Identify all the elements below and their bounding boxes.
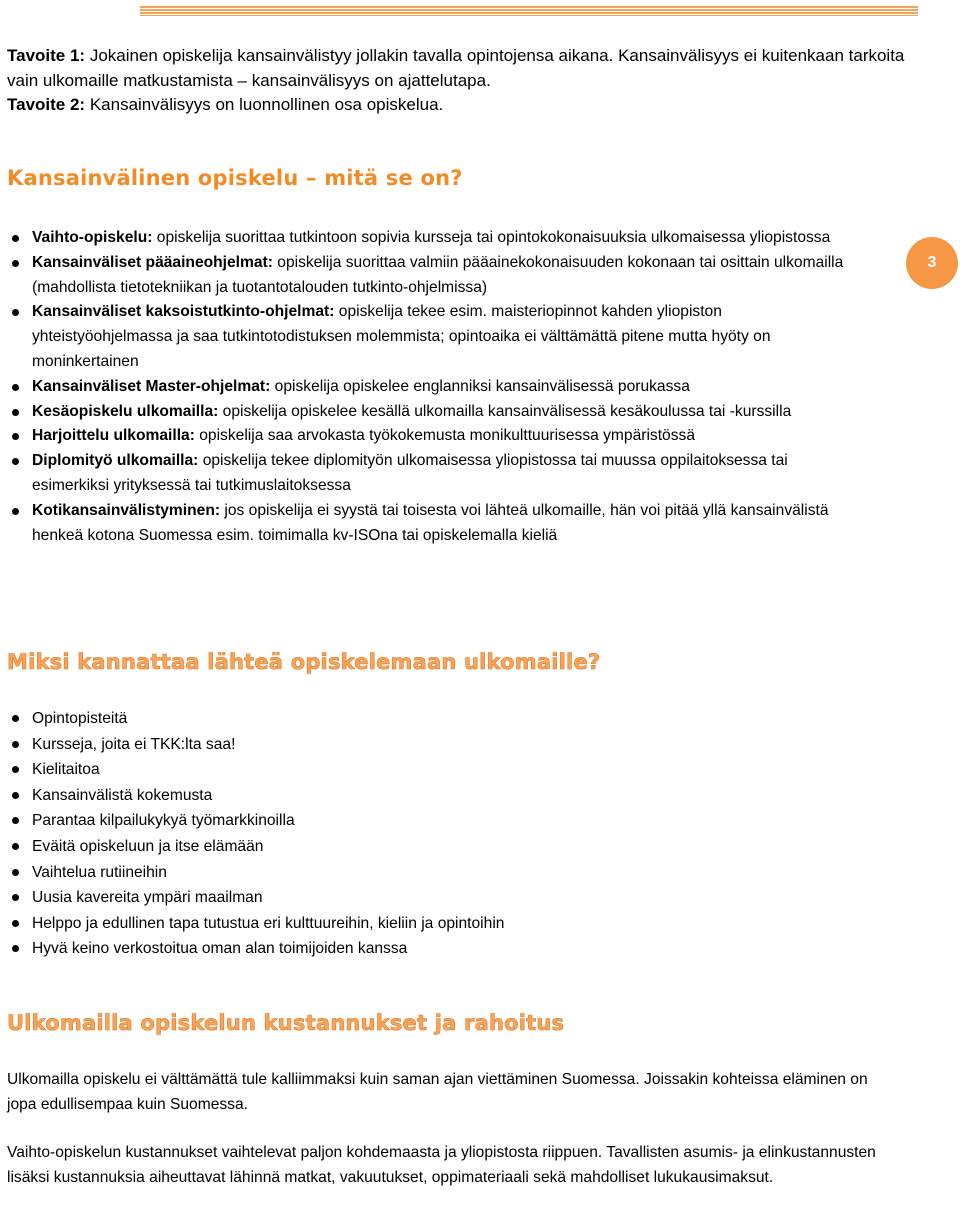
costs-paragraph-1: Ulkomailla opiskelu ei välttämättä tule kalliimmaksi kuin saman ajan viettäminen Suomessa. Joissakin kohteissa eläminen on jopa edullisempaa kuin Suomessa. xyxy=(7,1071,868,1113)
item-text: Parantaa kilpailukykyä työmarkkinoilla xyxy=(32,812,295,830)
bullet-icon xyxy=(12,508,19,515)
list-item xyxy=(10,860,860,886)
item-text: Kielitaitoa xyxy=(32,761,100,779)
bullet-icon xyxy=(12,309,19,316)
goal-2-label: Tavoite 2: xyxy=(7,95,86,114)
item-text: Eväitä opiskeluun ja itse elämään xyxy=(32,837,264,855)
bullet-icon xyxy=(12,894,19,901)
item-label: Kotikansainvälistyminen: xyxy=(32,501,221,519)
list-item xyxy=(10,300,860,374)
list-item xyxy=(10,808,860,834)
goal-2-text: Kansainvälisyys on luonnollinen osa opiskelua. xyxy=(85,95,444,114)
item-text: opiskelija tekee diplomityön ulkomaisessa yliopistossa tai muussa oppilaitoksessa tai esimerkiksi yrityksessä tai tutkimuslaitoksessa xyxy=(32,452,788,494)
bullet-icon xyxy=(12,920,19,927)
item-text: Uusia kavereita ympäri maailman xyxy=(32,889,263,907)
bullet-icon xyxy=(12,945,19,952)
list-item xyxy=(10,499,860,549)
item-text: Opintopisteitä xyxy=(32,710,128,727)
bullet-icon xyxy=(12,260,19,267)
bullet-icon xyxy=(12,843,19,850)
item-text: opiskelija opiskelee englanniksi kansainvälisessä porukassa xyxy=(270,377,690,395)
bullet-icon xyxy=(12,433,19,440)
goal-2 xyxy=(7,93,907,118)
bullet-icon xyxy=(12,235,19,242)
item-text: jos opiskelija ei syystä tai toisesta voi lähteä ulkomaille, hän voi pitää yllä kansainvälistä henkeä kotona Suomessa esim. toimimalla kv-ISOna tai opiskelemalla kieliä xyxy=(32,501,829,544)
item-label: Vaihto-opiskelu: xyxy=(32,229,153,246)
bullet-icon xyxy=(12,384,19,391)
item-label: Harjoittelu ulkomailla: xyxy=(32,427,195,445)
list-item xyxy=(10,400,860,425)
item-text: opiskelija opiskelee kesällä ulkomailla kansainvälisessä kesäkoulussa tai -kurssilla xyxy=(218,402,792,420)
bullet-icon xyxy=(12,817,19,824)
item-label: Kansainväliset pääaineohjelmat: xyxy=(32,253,273,271)
list-item xyxy=(10,757,860,783)
item-text: opiskelija suorittaa valmiin pääainekokonaisuuden kokonaan tai osittain ulkomailla (mahdollista tietotekniikan ja tuotantotalouden tutkinto-ohjelmissa) xyxy=(32,253,844,296)
list-item xyxy=(10,706,860,732)
item-text: Vaihtelua rutiineihin xyxy=(32,863,167,881)
item-text: opiskelija saa arvokasta työkokemusta monikulttuurisessa ympäristössä xyxy=(194,427,695,445)
item-label: Kansainväliset Master-ohjelmat: xyxy=(32,377,271,395)
bullet-icon xyxy=(12,741,19,748)
bullet-icon xyxy=(12,766,19,773)
list-item xyxy=(10,449,860,499)
list-item xyxy=(10,375,860,400)
item-text: Hyvä keino verkostoitua oman alan toimijoiden kanssa xyxy=(32,940,408,958)
list-item xyxy=(10,885,860,911)
goal-1-label: Tavoite 1: xyxy=(7,46,86,65)
section-heading-costs-funding: Ulkomailla opiskelun kustannukset ja rahoitus xyxy=(7,1011,565,1035)
study-types-list xyxy=(10,226,860,548)
goal-1 xyxy=(7,44,907,93)
list-item xyxy=(10,834,860,860)
section-heading-international-study: Kansainvälinen opiskelu – mitä se on? xyxy=(7,166,463,190)
list-item xyxy=(10,732,860,758)
item-text: opiskelija suorittaa tutkintoon sopivia kursseja tai opintokokonaisuuksia ulkomaisessa yliopistossa xyxy=(152,229,831,246)
header-rule xyxy=(140,6,918,16)
item-text: Kansainvälistä kokemusta xyxy=(32,786,213,804)
bullet-icon xyxy=(12,792,19,799)
list-item xyxy=(10,226,860,251)
section-heading-why-go-abroad: Miksi kannattaa lähteä opiskelemaan ulkomaille? xyxy=(7,650,601,674)
list-item xyxy=(10,251,860,301)
goal-1-text: Jokainen opiskelija kansainvälistyy jollakin tavalla opintojensa aikana. Kansainvälisyys ei kuitenkaan tarkoita vain ulkomaille matkustamista – kansainvälisyys on ajattelutapa. xyxy=(7,46,905,90)
list-item xyxy=(10,911,860,937)
bullet-icon xyxy=(12,715,19,722)
item-label: Kesäopiskelu ulkomailla: xyxy=(32,402,219,420)
bullet-icon xyxy=(12,869,19,876)
list-item xyxy=(10,936,860,962)
intro-goals xyxy=(7,44,907,118)
page-number-badge: 3 xyxy=(906,237,958,289)
item-label: Kansainväliset kaksoistutkinto-ohjelmat: xyxy=(32,303,335,321)
list-item xyxy=(10,424,860,449)
item-text: opiskelija tekee esim. maisteriopinnot kahden yliopiston yhteistyöohjelmassa ja saa tutkintotodistuksen molemmista; opintoaika ei välttämättä pitene mutta hyöty on moninkertainen xyxy=(32,303,771,370)
bullet-icon xyxy=(12,458,19,465)
item-text: Kursseja, joita ei TKK:lta saa! xyxy=(32,735,236,753)
list-item xyxy=(10,783,860,809)
benefits-list xyxy=(10,706,860,962)
bullet-icon xyxy=(12,409,19,416)
item-text: Helppo ja edullinen tapa tutustua eri kulttuureihin, kieliin ja opintoihin xyxy=(32,914,505,932)
item-label: Diplomityö ulkomailla: xyxy=(32,452,199,470)
costs-paragraph-2: Vaihto-opiskelun kustannukset vaihtelevat paljon kohdemaasta ja yliopistosta riippuen. Tavallisten asumis- ja elinkustannusten lisäksi kustannuksia aiheuttavat lähinnä matkat, vakuutukset, oppimateriaali sekä mahdolliset lukukausimaksut. xyxy=(7,1144,876,1186)
